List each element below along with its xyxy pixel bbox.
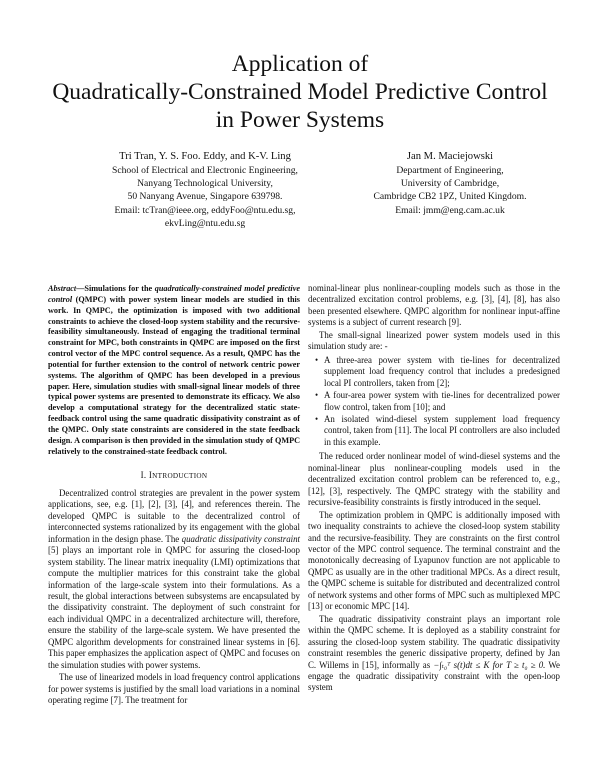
section-heading-smallcaps: NTRODUCTION bbox=[152, 471, 208, 480]
author-block-left bbox=[70, 150, 340, 230]
list-item: • An isolated wind-diesel system supplement load frequency control, taken from [11]. The local PI controllers are also included in this example. bbox=[324, 414, 560, 448]
author-email: Email: jmm@eng.cam.ac.uk bbox=[395, 204, 505, 216]
abstract-emphasis: quadratically-constrained model predictive control bbox=[48, 284, 300, 304]
paper-title bbox=[0, 50, 600, 134]
author-affiliation: School of Electrical and Electronic Engineering, bbox=[112, 165, 298, 176]
intro-paragraph-2: The use of linearized models in load frequency control applications for power systems is justified by the small load variations in a nominal operating regime [7]. The treatment for bbox=[48, 672, 300, 706]
abstract-body: (QMPC) with power system linear models are studied in this work. In QMPC, the optimization is imposed with two additional constraints to achieve the closed-loop system stability and the recursive-feasibility simultaneously. Instead of engaging the traditional terminal constraint for MPC, both constraints in QMPC are imposed on the first control vector of the MPC control sequence. As a result, QMPC has the potential for further extension to the control of network centric power systems. The algorithm of QMPC has been developed in a previous paper. Here, simulation studies with small-signal linear models of three typical power systems are presented to demonstrate its efficacy. We also develop a computational strategy for the decentralized static state-feedback control using the same quadratic dissipativity constraint as of the QMPC. Only state constraints are considered in the state feedback design. A comparison is then provided in the simulation study of QMPC relatively to the constrained-state feedback control. bbox=[48, 294, 300, 456]
intro-text: [5] plays an important role in QMPC for assuring the closed-loop system stability. The linear matrix inequality (LMI) optimizations that compute the multiplier matrices for this constraint take the global information of the large-scale system into their formulations. As a result, the global interactions between subsystems are encapsulated by the dissipativity constraint. The deployment of such constraint for each individual QMPC in a decentralized architecture will, therefore, ensure the stability of the large-scale system. We have presented the QMPC algorithm developments for constrained linear systems in [6]. This paper emphasizes the application aspect of QMPC and focuses on the simulation studies with power systems. bbox=[48, 545, 300, 670]
left-column bbox=[48, 284, 300, 707]
dissipativity-inequality: −∫ₜ₀ᵀ s(t)dt ≤ K for T ≥ t₀ ≥ 0. bbox=[433, 659, 546, 670]
author-block-right bbox=[330, 150, 570, 217]
author-address: 50 Nanyang Avenue, Singapore 639798. bbox=[127, 191, 283, 203]
abstract bbox=[48, 284, 300, 458]
model-list bbox=[308, 355, 560, 449]
title-line-1: Application of bbox=[231, 51, 369, 77]
author-names: Jan M. Maciejowski bbox=[406, 151, 494, 162]
right-paragraph-2: The reduced order nonlinear model of wind-diesel systems and the nominal-linear plus nonlinear-coupling models used in the decentralized excitation control problem can be referenced to, e.g., [12], [3], respectively. The QMPC strategy with the stability and recursive-feasibility constraints is firstly introduced in the sequel. bbox=[308, 451, 560, 508]
list-item: • A three-area power system with tie-lines for decentralized supplement load frequency control that includes a predesigned local PI controllers, taken from [2]; bbox=[324, 355, 560, 389]
intro-paragraph-1 bbox=[48, 488, 300, 671]
intro-italic-term: quadratic dissipativity constraint bbox=[181, 533, 300, 544]
intro-text: Decentralized control strategies are prevalent in the power system applications, see, e.g. [1], [2], [3], [4], and references therein. The developed QMPC is suitable to the decentralized control of interconnected systems rationalized by its engagement with the global information in the design phase. The bbox=[48, 487, 300, 544]
right-paragraph-3: The optimization problem in QMPC is additionally imposed with two inequality constraints to achieve the closed-loop system stability and the recursive-feasibility. They are constraints on the first control vector of the MPC control sequence. The terminal constraint and the monotonically decreasing of Lyapunov function are not applicable to QMPC as usually are in the other traditional MPCs. As a direct result, the QMPC scheme is suitable for distributed and decentralized control of network systems and other forms of MPC such as multiplexed MPC [13] or economic MPC [14]. bbox=[308, 509, 560, 612]
right-text: The quadratic dissipativity constraint plays an important role within the QMPC scheme. It is deployed as a stability constraint for assuring the closed-loop system stability. The quadratic dissipativity constraint resembles the generic dissipative property, defined by Jan C. Willems in [15], informally as bbox=[308, 613, 560, 670]
right-paragraph-1: The small-signal linearized power system models used in this simulation study are: - bbox=[308, 329, 560, 352]
right-column bbox=[308, 283, 560, 694]
right-text: We engage the quadratic dissipativity constraint with the open-loop system bbox=[308, 659, 560, 693]
author-affiliation: University of Cambridge, bbox=[400, 178, 500, 190]
author-affiliation: Department of Engineering, bbox=[396, 165, 504, 176]
section-heading-introduction bbox=[48, 470, 300, 482]
author-affiliation: Nanyang Technological University, bbox=[137, 178, 273, 190]
author-names: Tri Tran, Y. S. Foo. Eddy, and K-V. Ling bbox=[119, 151, 291, 162]
abstract-lead: Abstract bbox=[48, 284, 77, 293]
right-paragraph-4 bbox=[308, 614, 560, 694]
title-line-2: Quadratically-Constrained Model Predictive Control bbox=[52, 79, 548, 105]
author-email: ekvLing@ntu.edu.sg bbox=[164, 217, 246, 229]
abstract-dash: —Simulations for the bbox=[76, 284, 155, 293]
section-numeral: I. I bbox=[140, 469, 153, 480]
author-email: Email: tcTran@ieee.org, eddyFoo@ntu.edu.sg, bbox=[114, 204, 296, 216]
list-item: • A four-area power system with tie-lines for decentralized power flow control, taken from [10]; and bbox=[324, 390, 560, 413]
title-line-3: in Power Systems bbox=[215, 107, 385, 133]
right-paragraph-0: nominal-linear plus nonlinear-coupling models such as those in the decentralized excitation control problems, e.g. [3], [4], [8], has also been presented elsewhere. QMPC algorithm for nonlinear input-affine systems is a subject of current research [9]. bbox=[308, 283, 560, 328]
author-address: Cambridge CB2 1PZ, United Kingdom. bbox=[373, 191, 527, 203]
